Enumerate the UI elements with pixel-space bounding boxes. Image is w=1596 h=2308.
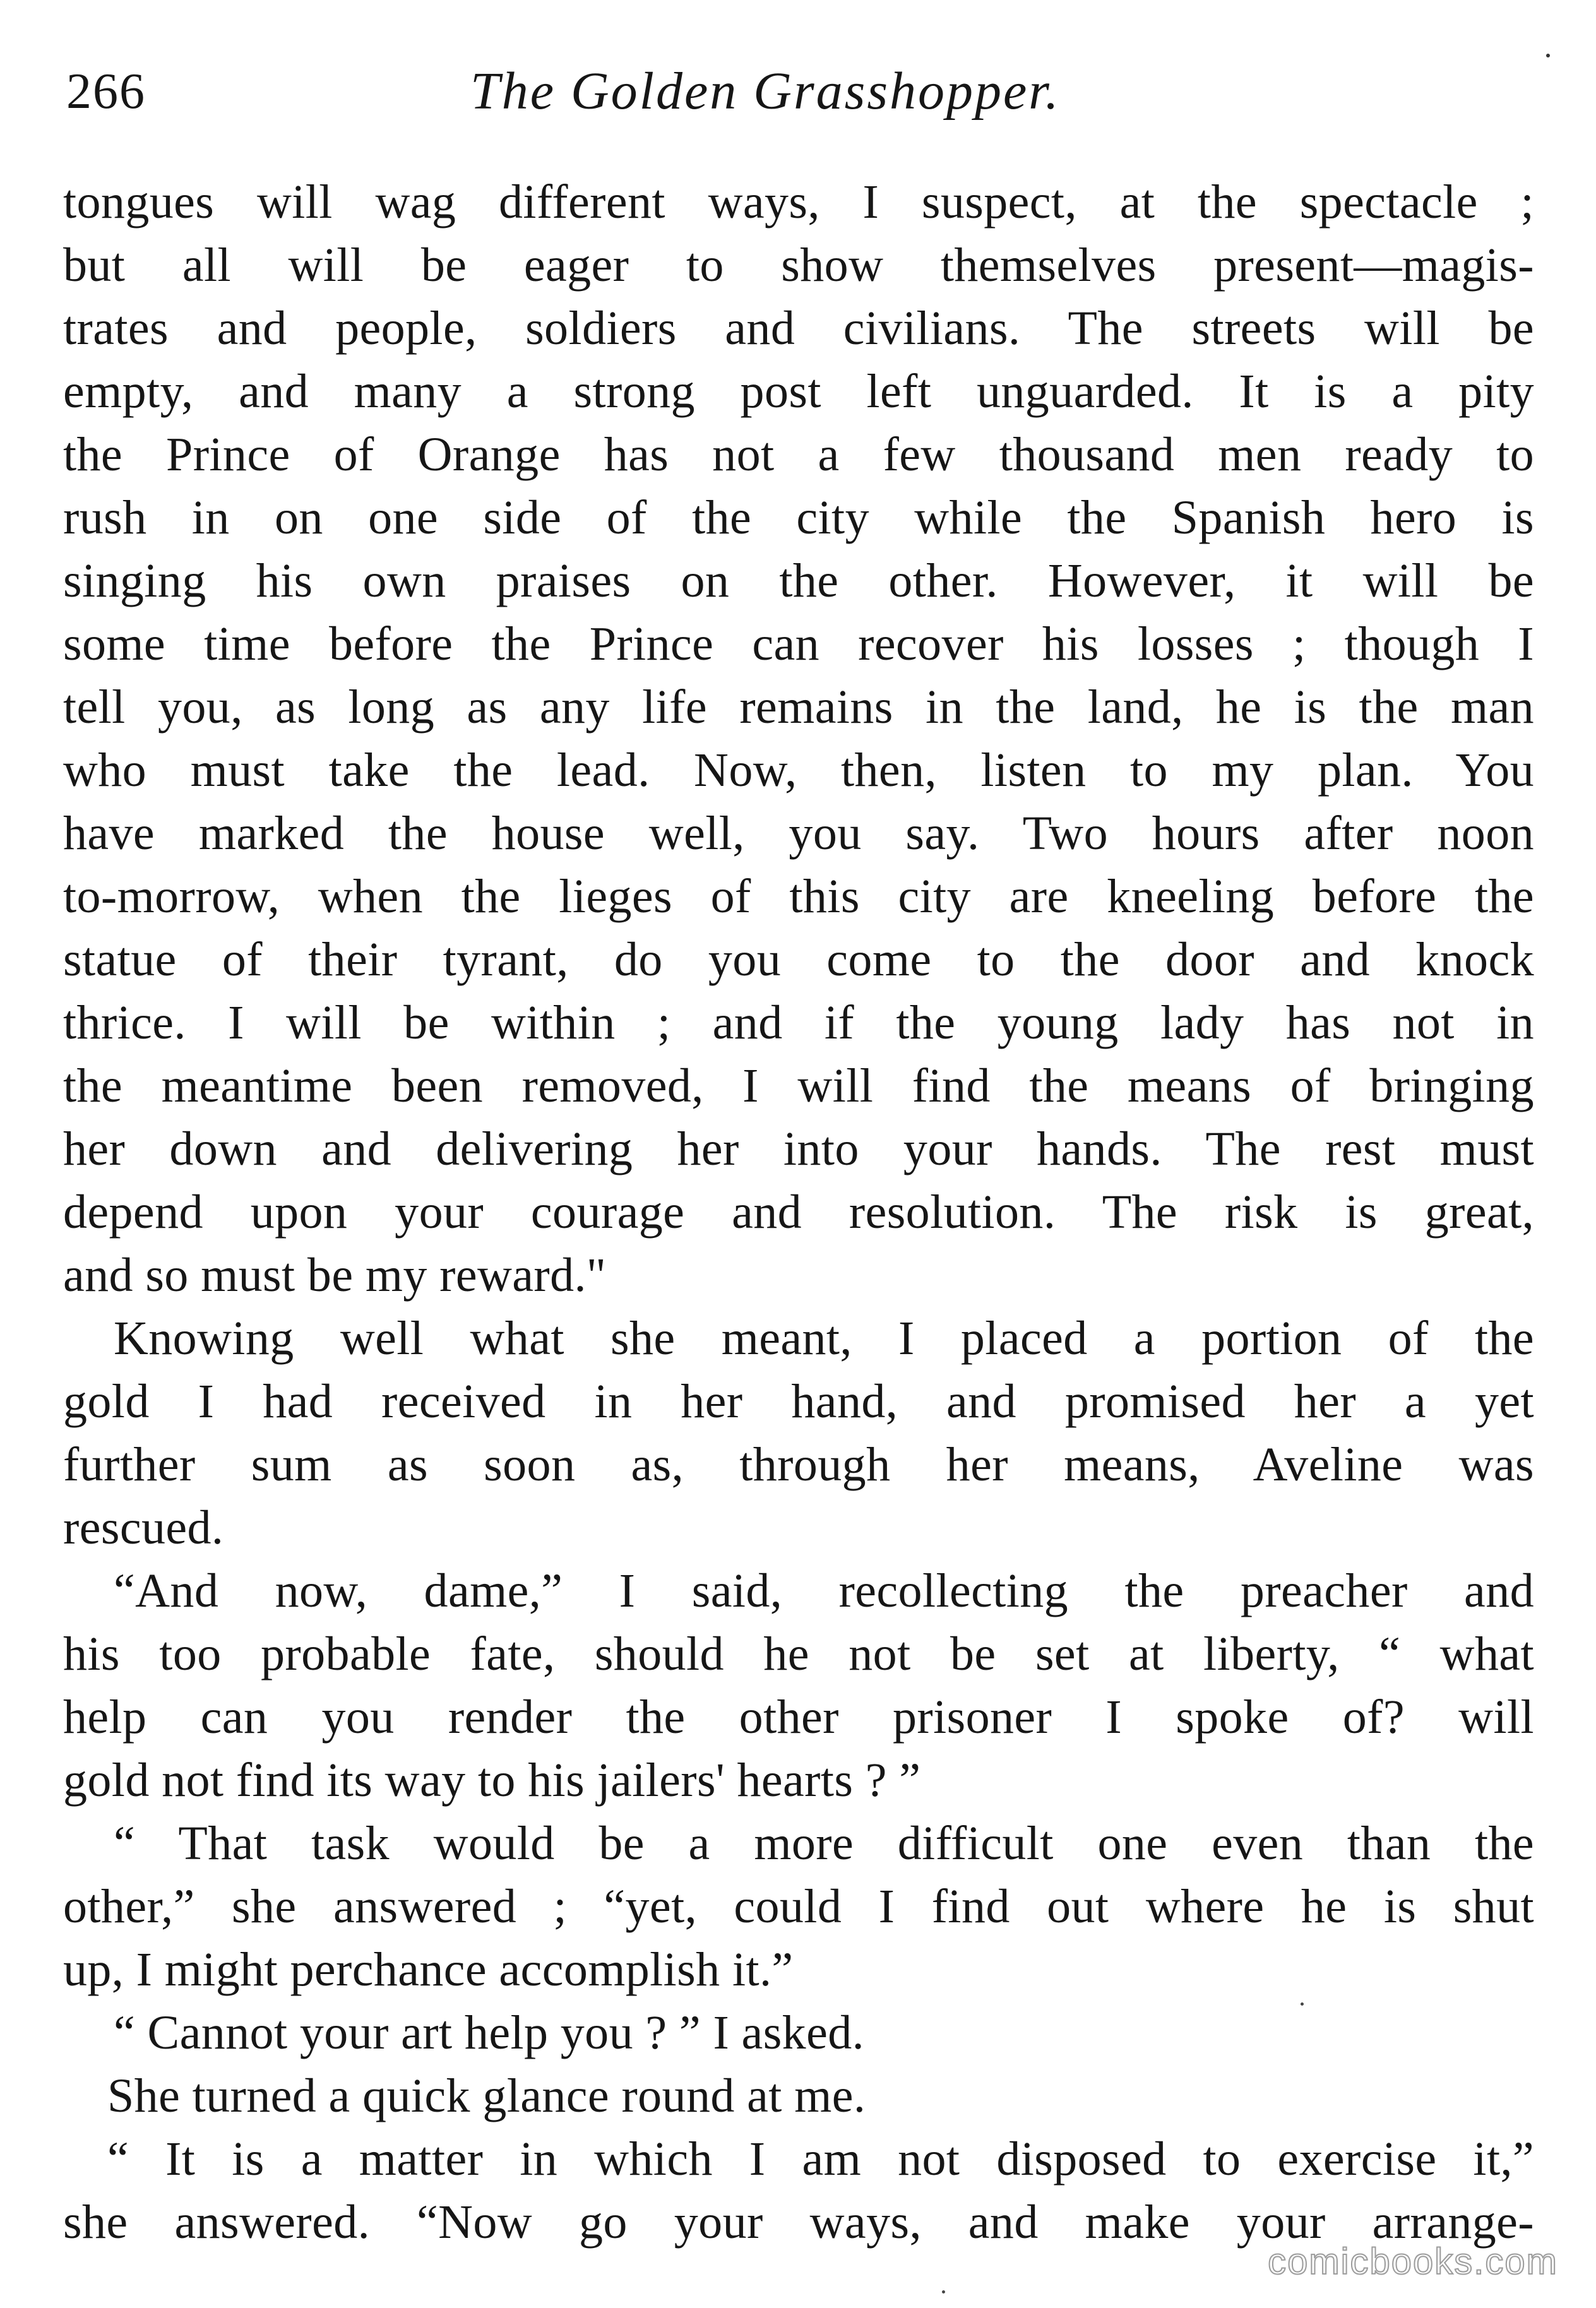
text-line: further sum as soon as, through her means, Aveline was <box>63 1438 1534 1491</box>
text-line: the Prince of Orange has not a few thousand men ready to <box>63 428 1534 481</box>
text-line: who must take the lead. Now, then, listen to my plan. You <box>63 744 1534 797</box>
text-line: up, I might perchance accomplish it.” <box>63 1943 794 1996</box>
text-line: other,” she answered ; “yet, could I find out where he is shut <box>63 1880 1534 1933</box>
text-line: She turned a quick glance round at me. <box>107 2069 866 2122</box>
text-line: Knowing well what she meant, I placed a portion of the <box>114 1312 1534 1365</box>
text-line: gold not find its way to his jailers' hearts ? ” <box>63 1754 921 1807</box>
text-line: have marked the house well, you say. Two hours after noon <box>63 807 1534 860</box>
text-line: statue of their tyrant, do you come to the door and knock <box>63 933 1534 986</box>
body-text <box>63 170 1534 2254</box>
text-line: some time before the Prince can recover his losses ; though I <box>63 617 1534 670</box>
text-line: her down and delivering her into your hands. The rest must <box>63 1122 1534 1175</box>
text-line: his too probable fate, should he not be set at liberty, “ what <box>63 1627 1534 1680</box>
text-line: help can you render the other prisoner I spoke of? will <box>63 1691 1534 1744</box>
page-header <box>66 60 1537 129</box>
text-line: tongues will wag different ways, I suspect, at the spectacle ; <box>63 175 1534 229</box>
page-number: 266 <box>66 64 146 119</box>
ink-speck <box>1546 54 1550 57</box>
text-line: “ That task would be a more difficult one even than the <box>114 1817 1534 1870</box>
text-line: depend upon your courage and resolution. The risk is great, <box>63 1186 1534 1239</box>
text-line: to-morrow, when the lieges of this city are kneeling before the <box>63 870 1534 923</box>
text-line: “ It is a matter in which I am not disposed to exercise it,” <box>107 2133 1534 2186</box>
text-line: trates and people, soldiers and civilians. The streets will be <box>63 302 1534 355</box>
running-title: The Golden Grasshopper. <box>470 62 1061 121</box>
ink-speck <box>942 2290 945 2293</box>
text-line: rescued. <box>63 1501 224 1554</box>
text-line: and so must be my reward." <box>63 1249 607 1302</box>
ink-speck <box>1301 2002 1304 2006</box>
text-line: “And now, dame,” I said, recollecting the preacher and <box>114 1564 1534 1617</box>
text-line: singing his own praises on the other. However, it will be <box>63 554 1534 607</box>
text-line: thrice. I will be within ; and if the young lady has not in <box>63 996 1534 1049</box>
text-line: the meantime been removed, I will find the means of bringing <box>63 1059 1534 1112</box>
text-line: “ Cannot your art help you ? ” I asked. <box>114 2006 864 2059</box>
text-line: empty, and many a strong post left unguarded. It is a pity <box>63 365 1534 418</box>
watermark-logo: comicbooks.com <box>1268 2241 1558 2282</box>
text-line: but all will be eager to show themselves present—magis- <box>63 239 1534 292</box>
text-line: gold I had received in her hand, and promised her a yet <box>63 1375 1534 1428</box>
text-line: rush in on one side of the city while the Spanish hero is <box>63 491 1534 544</box>
text-line: she answered. “Now go your ways, and make your arrange- <box>63 2196 1534 2249</box>
text-line: tell you, as long as any life remains in the land, he is the man <box>63 681 1534 734</box>
